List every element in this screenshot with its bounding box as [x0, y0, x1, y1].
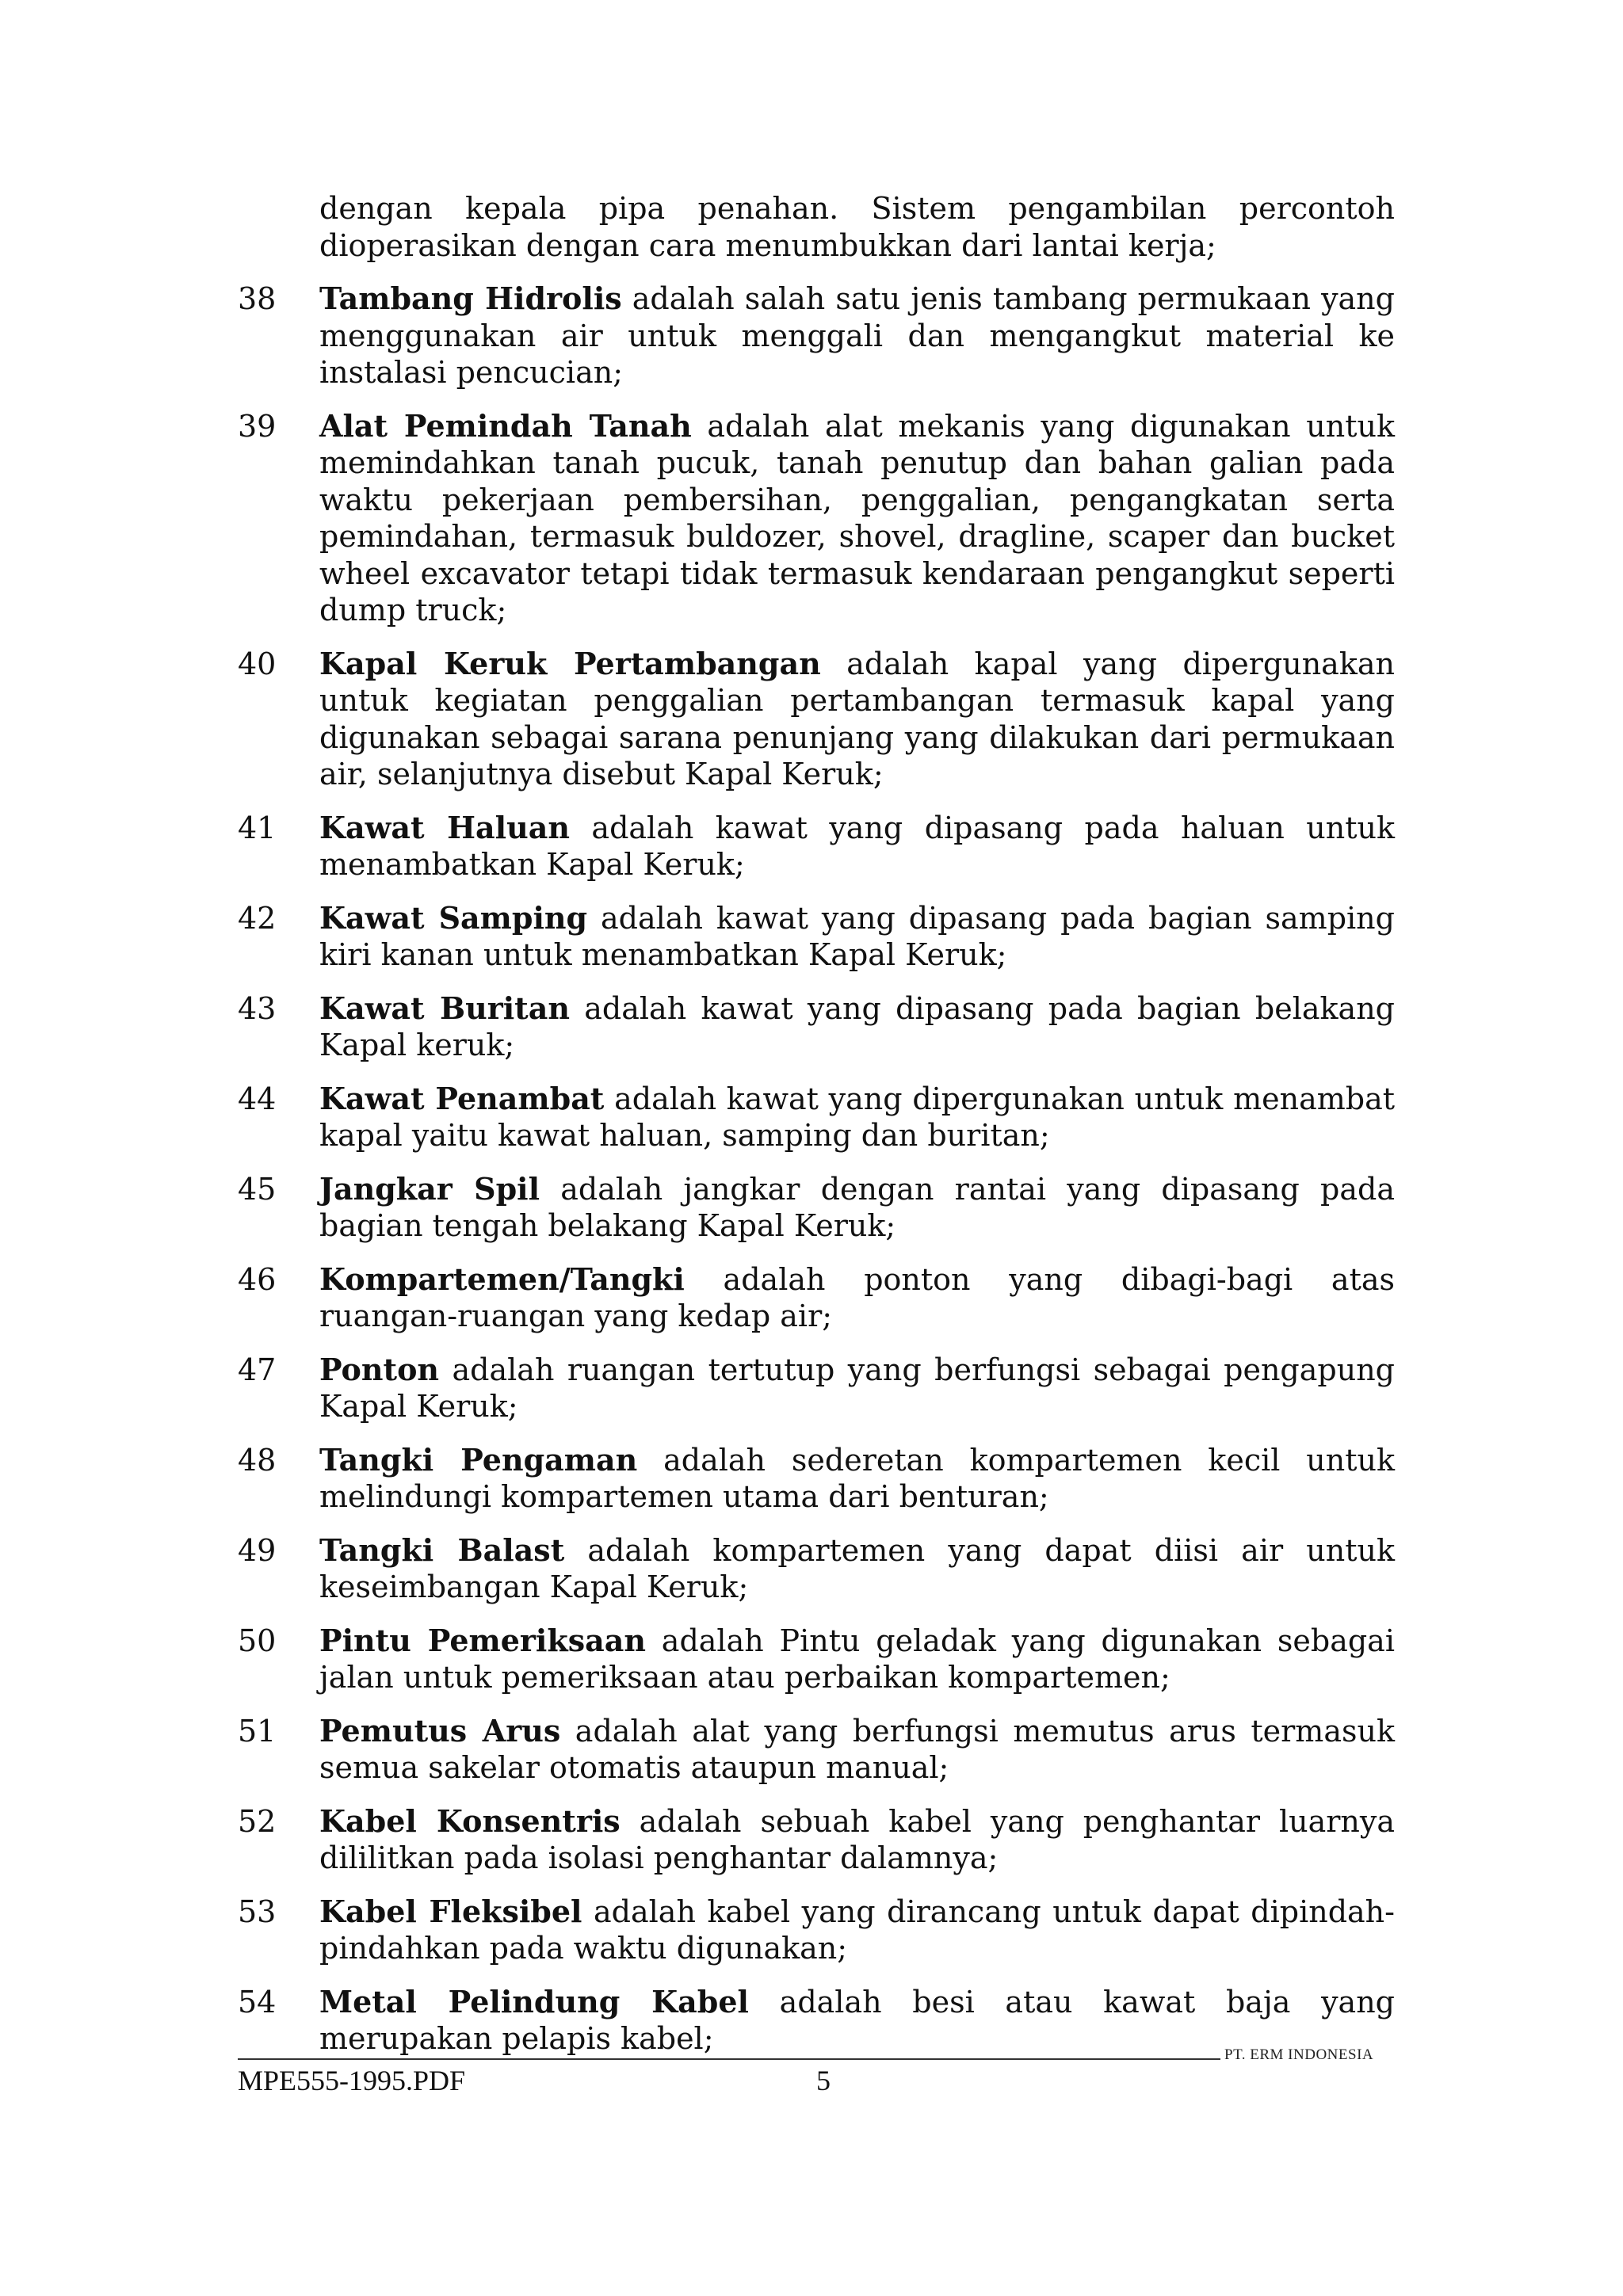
definition-item [238, 1623, 1395, 1696]
definition-item [238, 810, 1395, 883]
item-text [319, 900, 1395, 974]
item-definition: adalah besi atau kawat baja yang merupakan pelapis kabel; [319, 1984, 1395, 2056]
item-number: 48 [238, 1442, 277, 1478]
page-number: 5 [816, 2065, 831, 2096]
item-term: Kawat Samping [319, 899, 588, 936]
item-definition: adalah ruangan tertutup yang berfungsi sebagai pengapung Kapal Keruk; [319, 1352, 1395, 1424]
item-definition: adalah kabel yang dirancang untuk dapat dipindah-pindahkan pada waktu digunakan; [319, 1894, 1395, 1966]
item-term: Pemutus Arus [319, 1712, 561, 1749]
item-term: Pintu Pemeriksaan [319, 1622, 646, 1658]
item-number: 49 [238, 1532, 277, 1568]
item-term: Tangki Balast [319, 1531, 565, 1568]
item-text [319, 280, 1395, 391]
item-number: 51 [238, 1713, 277, 1749]
item-number: 50 [238, 1623, 277, 1658]
item-definition: adalah kawat yang dipasang pada haluan untuk menambatkan Kapal Keruk; [319, 810, 1395, 882]
definition-item [238, 900, 1395, 974]
item-number: 53 [238, 1894, 277, 1929]
item-term: Kabel Konsentris [319, 1802, 621, 1839]
item-text [319, 1532, 1395, 1606]
item-term: Tangki Pengaman [319, 1441, 638, 1478]
item-number: 44 [238, 1081, 277, 1116]
definition-item [238, 1081, 1395, 1154]
item-text [319, 1081, 1395, 1154]
item-definition: adalah alat yang berfungsi memutus arus termasuk semua sakelar otomatis ataupun manual; [319, 1713, 1395, 1785]
item-text [319, 1352, 1395, 1425]
item-definition: adalah kompartemen yang dapat diisi air untuk keseimbangan Kapal Keruk; [319, 1532, 1395, 1604]
item-term: Kawat Penambat [319, 1080, 605, 1116]
definition-item [238, 1442, 1395, 1516]
item-number: 54 [238, 1984, 277, 2019]
item-text [319, 990, 1395, 1064]
item-number: 41 [238, 810, 277, 845]
definition-item [238, 1803, 1395, 1877]
item-definition: adalah kapal yang dipergunakan untuk kegiatan penggalian pertambangan termasuk kapal yang digunakan sebagai sarana penunjang yang dilakukan dari permukaan air, selanjutnya disebut Kapal Keruk; [319, 646, 1395, 791]
item-text [319, 1171, 1395, 1245]
item-term: Ponton [319, 1351, 440, 1387]
item-term: Kawat Haluan [319, 809, 570, 845]
item-definition: adalah kawat yang dipasang pada bagian belakang Kapal keruk; [319, 990, 1395, 1062]
item-term: Alat Pemindah Tanah [319, 407, 692, 444]
footer-filename: MPE555-1995.PDF [238, 2065, 466, 2096]
item-text [319, 1442, 1395, 1516]
item-number: 42 [238, 900, 277, 936]
item-text [319, 1713, 1395, 1787]
item-term: Jangkar Spil [319, 1170, 540, 1207]
item-number: 40 [238, 646, 277, 681]
item-term: Tambang Hidrolis [319, 280, 622, 316]
definition-item [238, 1352, 1395, 1425]
item-definition: adalah sebuah kabel yang penghantar luarnya dililitkan pada isolasi penghantar dalamnya; [319, 1803, 1396, 1875]
continued-paragraph: dengan kepala pipa penahan. Sistem pengambilan percontoh dioperasikan dengan cara menumbukkan dari lantai kerja; [319, 191, 1395, 263]
definition-item [238, 408, 1395, 629]
item-term: Kabel Fleksibel [319, 1893, 582, 1929]
item-number: 47 [238, 1352, 277, 1387]
item-number: 39 [238, 408, 277, 444]
definition-item [238, 280, 1395, 391]
item-term: Kawat Buritan [319, 990, 570, 1026]
definition-item [238, 1894, 1395, 1967]
definition-item [238, 990, 1395, 1064]
item-text [319, 408, 1395, 629]
definition-item [238, 1713, 1395, 1787]
item-number: 52 [238, 1803, 277, 1839]
item-number: 45 [238, 1171, 277, 1207]
footer-divider [238, 2058, 1220, 2060]
item-number: 38 [238, 281, 277, 316]
item-definition: adalah jangkar dengan rantai yang dipasang pada bagian tengah belakang Kapal Keruk; [319, 1171, 1395, 1243]
definition-item [238, 1984, 1395, 2058]
item-text [319, 646, 1395, 793]
item-text [319, 1261, 1395, 1335]
item-definition: adalah Pintu geladak yang digunakan sebagai jalan untuk pemeriksaan atau perbaikan kompartemen; [319, 1623, 1395, 1695]
item-definition: adalah sederetan kompartemen kecil untuk melindungi kompartemen utama dari benturan; [319, 1442, 1395, 1514]
item-text [319, 1623, 1395, 1696]
item-definition: adalah alat mekanis yang digunakan untuk memindahkan tanah pucuk, tanah penutup dan bahan galian pada waktu pekerjaan pembersihan, penggalian, pengangkatan serta pemindahan, termasuk buldozer, shovel, dragline, scaper dan bucket wheel excavator tetapi tidak termasuk kendaraan pengangkut seperti dump truck; [319, 408, 1395, 627]
item-text [319, 1894, 1395, 1967]
definitions-list [238, 190, 1395, 2058]
definition-item [238, 1171, 1395, 1245]
item-definition: adalah kawat yang dipergunakan untuk menambat kapal yaitu kawat haluan, samping dan buritan; [319, 1081, 1396, 1153]
item-term: Kompartemen/Tangki [319, 1261, 685, 1297]
item-term: Kapal Keruk Pertambangan [319, 645, 821, 681]
item-text [319, 810, 1395, 883]
definition-item [238, 646, 1395, 793]
item-number: 46 [238, 1261, 277, 1297]
definition-item [238, 1532, 1395, 1606]
item-definition: adalah salah satu jenis tambang permukaan yang menggunakan air untuk menggali dan mengangkut material ke instalasi pencucian; [319, 281, 1395, 390]
item-definition: adalah kawat yang dipasang pada bagian samping kiri kanan untuk menambatkan Kapal Keruk; [319, 900, 1395, 972]
footer-company: PT. ERM INDONESIA [1224, 2046, 1374, 2063]
item-term: Metal Pelindung Kabel [319, 1983, 749, 2019]
item-definition: adalah ponton yang dibagi-bagi atas ruangan-ruangan yang kedap air; [319, 1261, 1395, 1333]
definition-item [238, 1261, 1395, 1335]
item-text [319, 1803, 1395, 1877]
item-number: 43 [238, 990, 277, 1026]
